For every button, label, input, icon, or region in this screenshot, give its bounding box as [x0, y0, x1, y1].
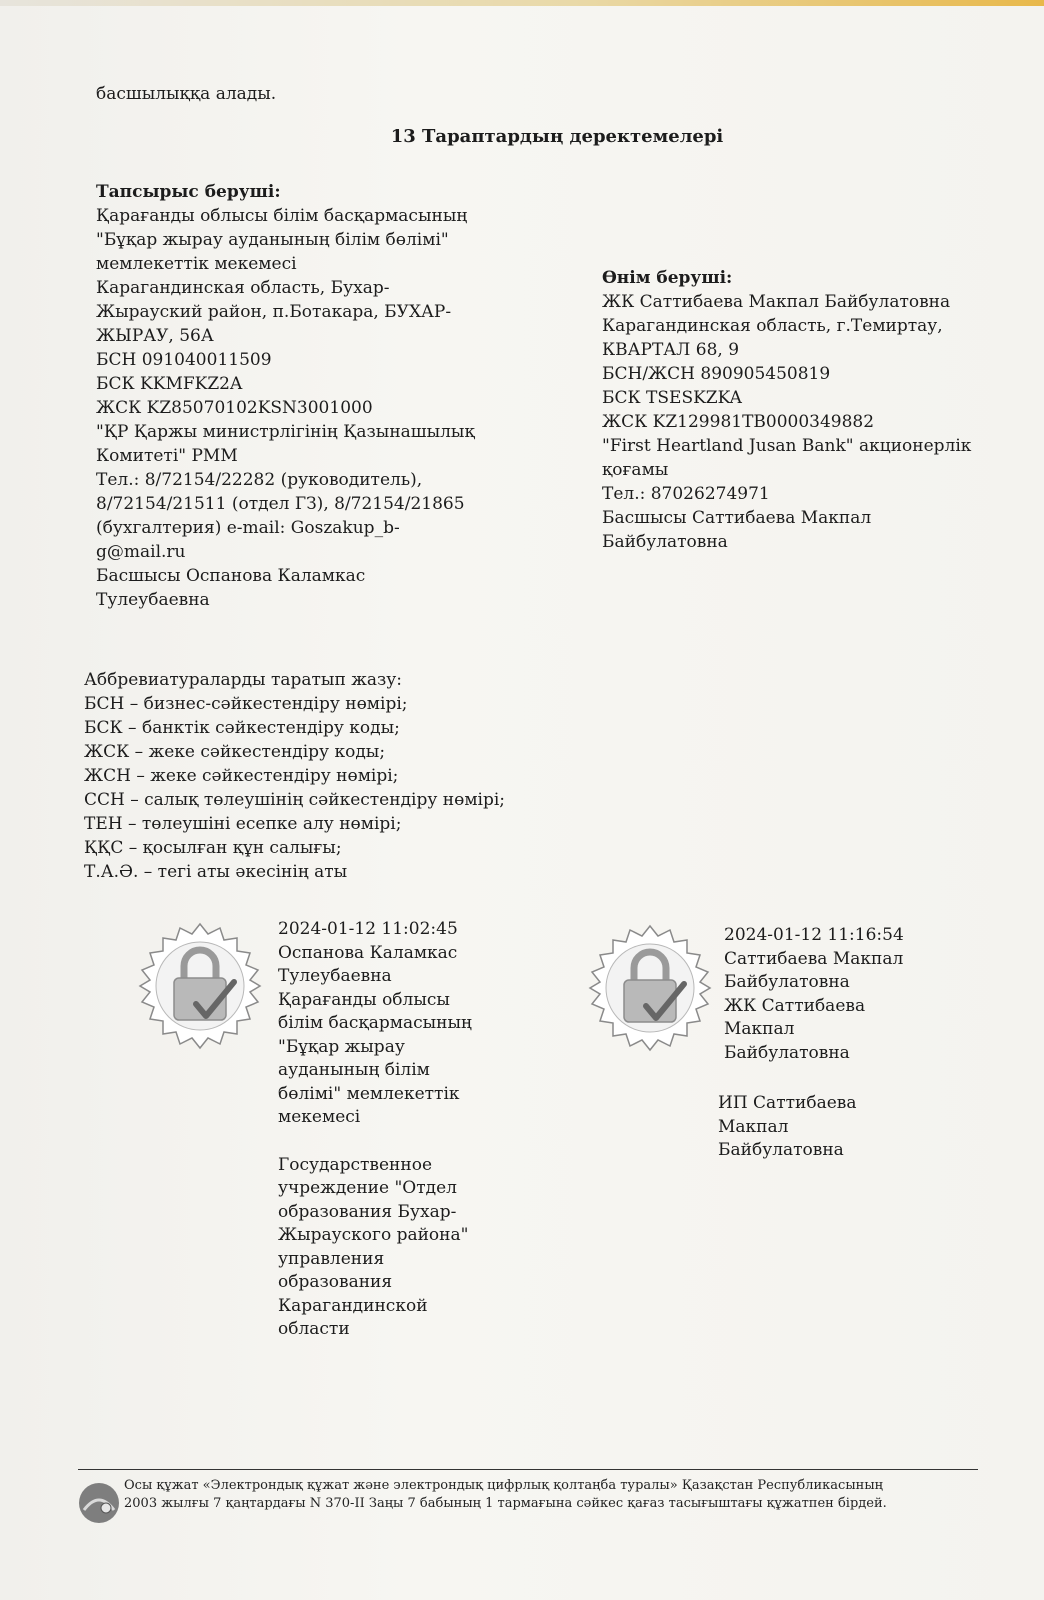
paper-top-edge — [0, 0, 1044, 6]
supplier-line: Байбулатовна — [602, 532, 728, 552]
signature-line: Байбулатовна — [718, 1140, 844, 1160]
abbreviation-item: БСК – банктік сәйкестендіру коды; — [84, 718, 400, 738]
signature-line: образования — [278, 1272, 393, 1292]
abbreviation-item: ЖСН – жеке сәйкестендіру нөмірі; — [84, 766, 399, 786]
signature-seal-icon — [134, 920, 266, 1052]
abbreviation-item: Т.А.Ә. – тегі аты әкесінің аты — [84, 862, 348, 882]
signature-line: образования Бухар- — [278, 1201, 457, 1222]
signature-line: Оспанова Каламкас — [278, 942, 458, 963]
customer-line: (бухгалтерия) e-mail: Goszakup_b- — [96, 518, 400, 538]
signature-left — [278, 918, 472, 1342]
supplier-line: БСН/ЖСН 890905450819 — [602, 364, 831, 384]
customer-line: Комитеті" РММ — [96, 446, 238, 466]
signature-line: Байбулатовна — [724, 1042, 850, 1063]
signature-line: Қарағанды облысы — [278, 989, 450, 1010]
customer-line: БСК KKMFKZ2A — [96, 374, 243, 394]
signature-line: Государственное — [278, 1154, 433, 1175]
signature-line: "Бұқар жырау — [278, 1036, 405, 1057]
top-fragment: басшылыққа алады. — [96, 84, 277, 104]
customer-line: g@mail.ru — [96, 542, 186, 562]
signature-line: Макпал — [718, 1116, 789, 1137]
signature-line: мекемесі — [278, 1107, 361, 1127]
customer-block — [96, 180, 475, 612]
supplier-heading: Өнім беруші: — [602, 268, 733, 288]
supplier-line: Тел.: 87026274971 — [602, 484, 770, 504]
supplier-block — [602, 266, 971, 554]
supplier-line: Басшысы Саттибаева Макпал — [602, 508, 872, 528]
supplier-line: БСК TSESKZKA — [602, 388, 742, 408]
supplier-line: Карагандинская область, г.Темиртау, — [602, 316, 943, 336]
abbreviation-item: ТЕН – төлеушіні есепке алу нөмірі; — [84, 814, 402, 834]
customer-line: Жырауский район, п.Ботакара, БУХАР- — [96, 302, 452, 322]
supplier-line: "First Heartland Jusan Bank" акционерлік — [602, 436, 972, 456]
customer-line: ЖСК KZ85070102KSN3001000 — [96, 398, 373, 418]
abbreviation-item: ЖСК – жеке сәйкестендіру коды; — [84, 742, 386, 762]
signature-timestamp: 2024-01-12 11:02:45 — [278, 919, 458, 939]
supplier-line: ЖК Саттибаева Макпал Байбулатовна — [602, 292, 951, 312]
abbreviation-item: БСН – бизнес-сәйкестендіру нөмірі; — [84, 694, 408, 714]
signature-right — [724, 924, 904, 1065]
signature-line: ЖК Саттибаева — [724, 995, 866, 1016]
customer-line: ЖЫРАУ, 56А — [96, 326, 214, 346]
signature-line: Макпал — [724, 1019, 795, 1039]
signature-line: Жырауского района" — [278, 1225, 469, 1245]
customer-line: мемлекеттік мекемесі — [96, 254, 297, 274]
customer-line: Карагандинская область, Бухар- — [96, 278, 390, 298]
supplier-line: ЖСК KZ129981TB0000349882 — [602, 412, 875, 432]
signature-line: білім басқармасының — [278, 1013, 472, 1033]
signature-line: ауданының білім — [278, 1060, 430, 1080]
signature-timestamp: 2024-01-12 11:16:54 — [724, 925, 904, 945]
signature-line: учреждение "Отдел — [278, 1178, 457, 1198]
footer-legal-note: Осы құжат «Электрондық құжат және электрондық цифрлық қолтаңба туралы» Қазақстан Республикасының 2003 жылғы 7 қаңтардағы N 370-II Заңы 7 бабының 1 тармағына сәйкес қағаз тасығыштағы құжатпен бірдей. — [124, 1478, 887, 1511]
footer-divider — [78, 1469, 978, 1470]
supplier-line: қоғамы — [602, 460, 669, 480]
signature-line: управления — [278, 1248, 385, 1269]
customer-heading: Тапсырыс беруші: — [96, 182, 281, 202]
abbreviations-heading: Аббревиатураларды таратып жазу: — [84, 670, 402, 690]
signature-line: Тулеубаевна — [278, 966, 392, 986]
customer-line: БСН 091040011509 — [96, 350, 272, 370]
customer-line: Қарағанды облысы білім басқармасының — [96, 206, 468, 226]
customer-line: Тел.: 8/72154/22282 (руководитель), — [96, 470, 423, 490]
abbreviations-block — [84, 668, 505, 884]
signature-right-ru — [718, 1092, 856, 1163]
customer-line: "Бұқар жырау ауданының білім бөлімі" — [96, 230, 449, 250]
abbreviation-item: ҚҚС – қосылған құн салығы; — [84, 838, 342, 858]
footer-logo-icon — [76, 1480, 122, 1526]
signature-line: Байбулатовна — [724, 972, 850, 992]
signature-line: Карагандинской — [278, 1295, 428, 1316]
signature-line: Саттибаева Макпал — [724, 948, 904, 969]
customer-line: "ҚР Қаржы министрлігінің Қазынашылық — [96, 422, 475, 442]
signature-line: области — [278, 1319, 350, 1339]
customer-line: 8/72154/21511 (отдел ГЗ), 8/72154/21865 — [96, 494, 465, 514]
supplier-line: КВАРТАЛ 68, 9 — [602, 340, 740, 360]
customer-line: Тулеубаевна — [96, 590, 210, 610]
signature-seal-icon — [584, 922, 716, 1054]
section-title: 13 Тараптардың деректемелері — [390, 126, 724, 147]
customer-line: Басшысы Оспанова Каламкас — [96, 566, 366, 586]
signature-line: ИП Саттибаева — [718, 1093, 857, 1113]
abbreviation-item: ССН – салық төлеушінің сәйкестендіру нөмірі; — [84, 790, 506, 810]
signature-line: бөлімі" мемлекеттік — [278, 1083, 460, 1104]
